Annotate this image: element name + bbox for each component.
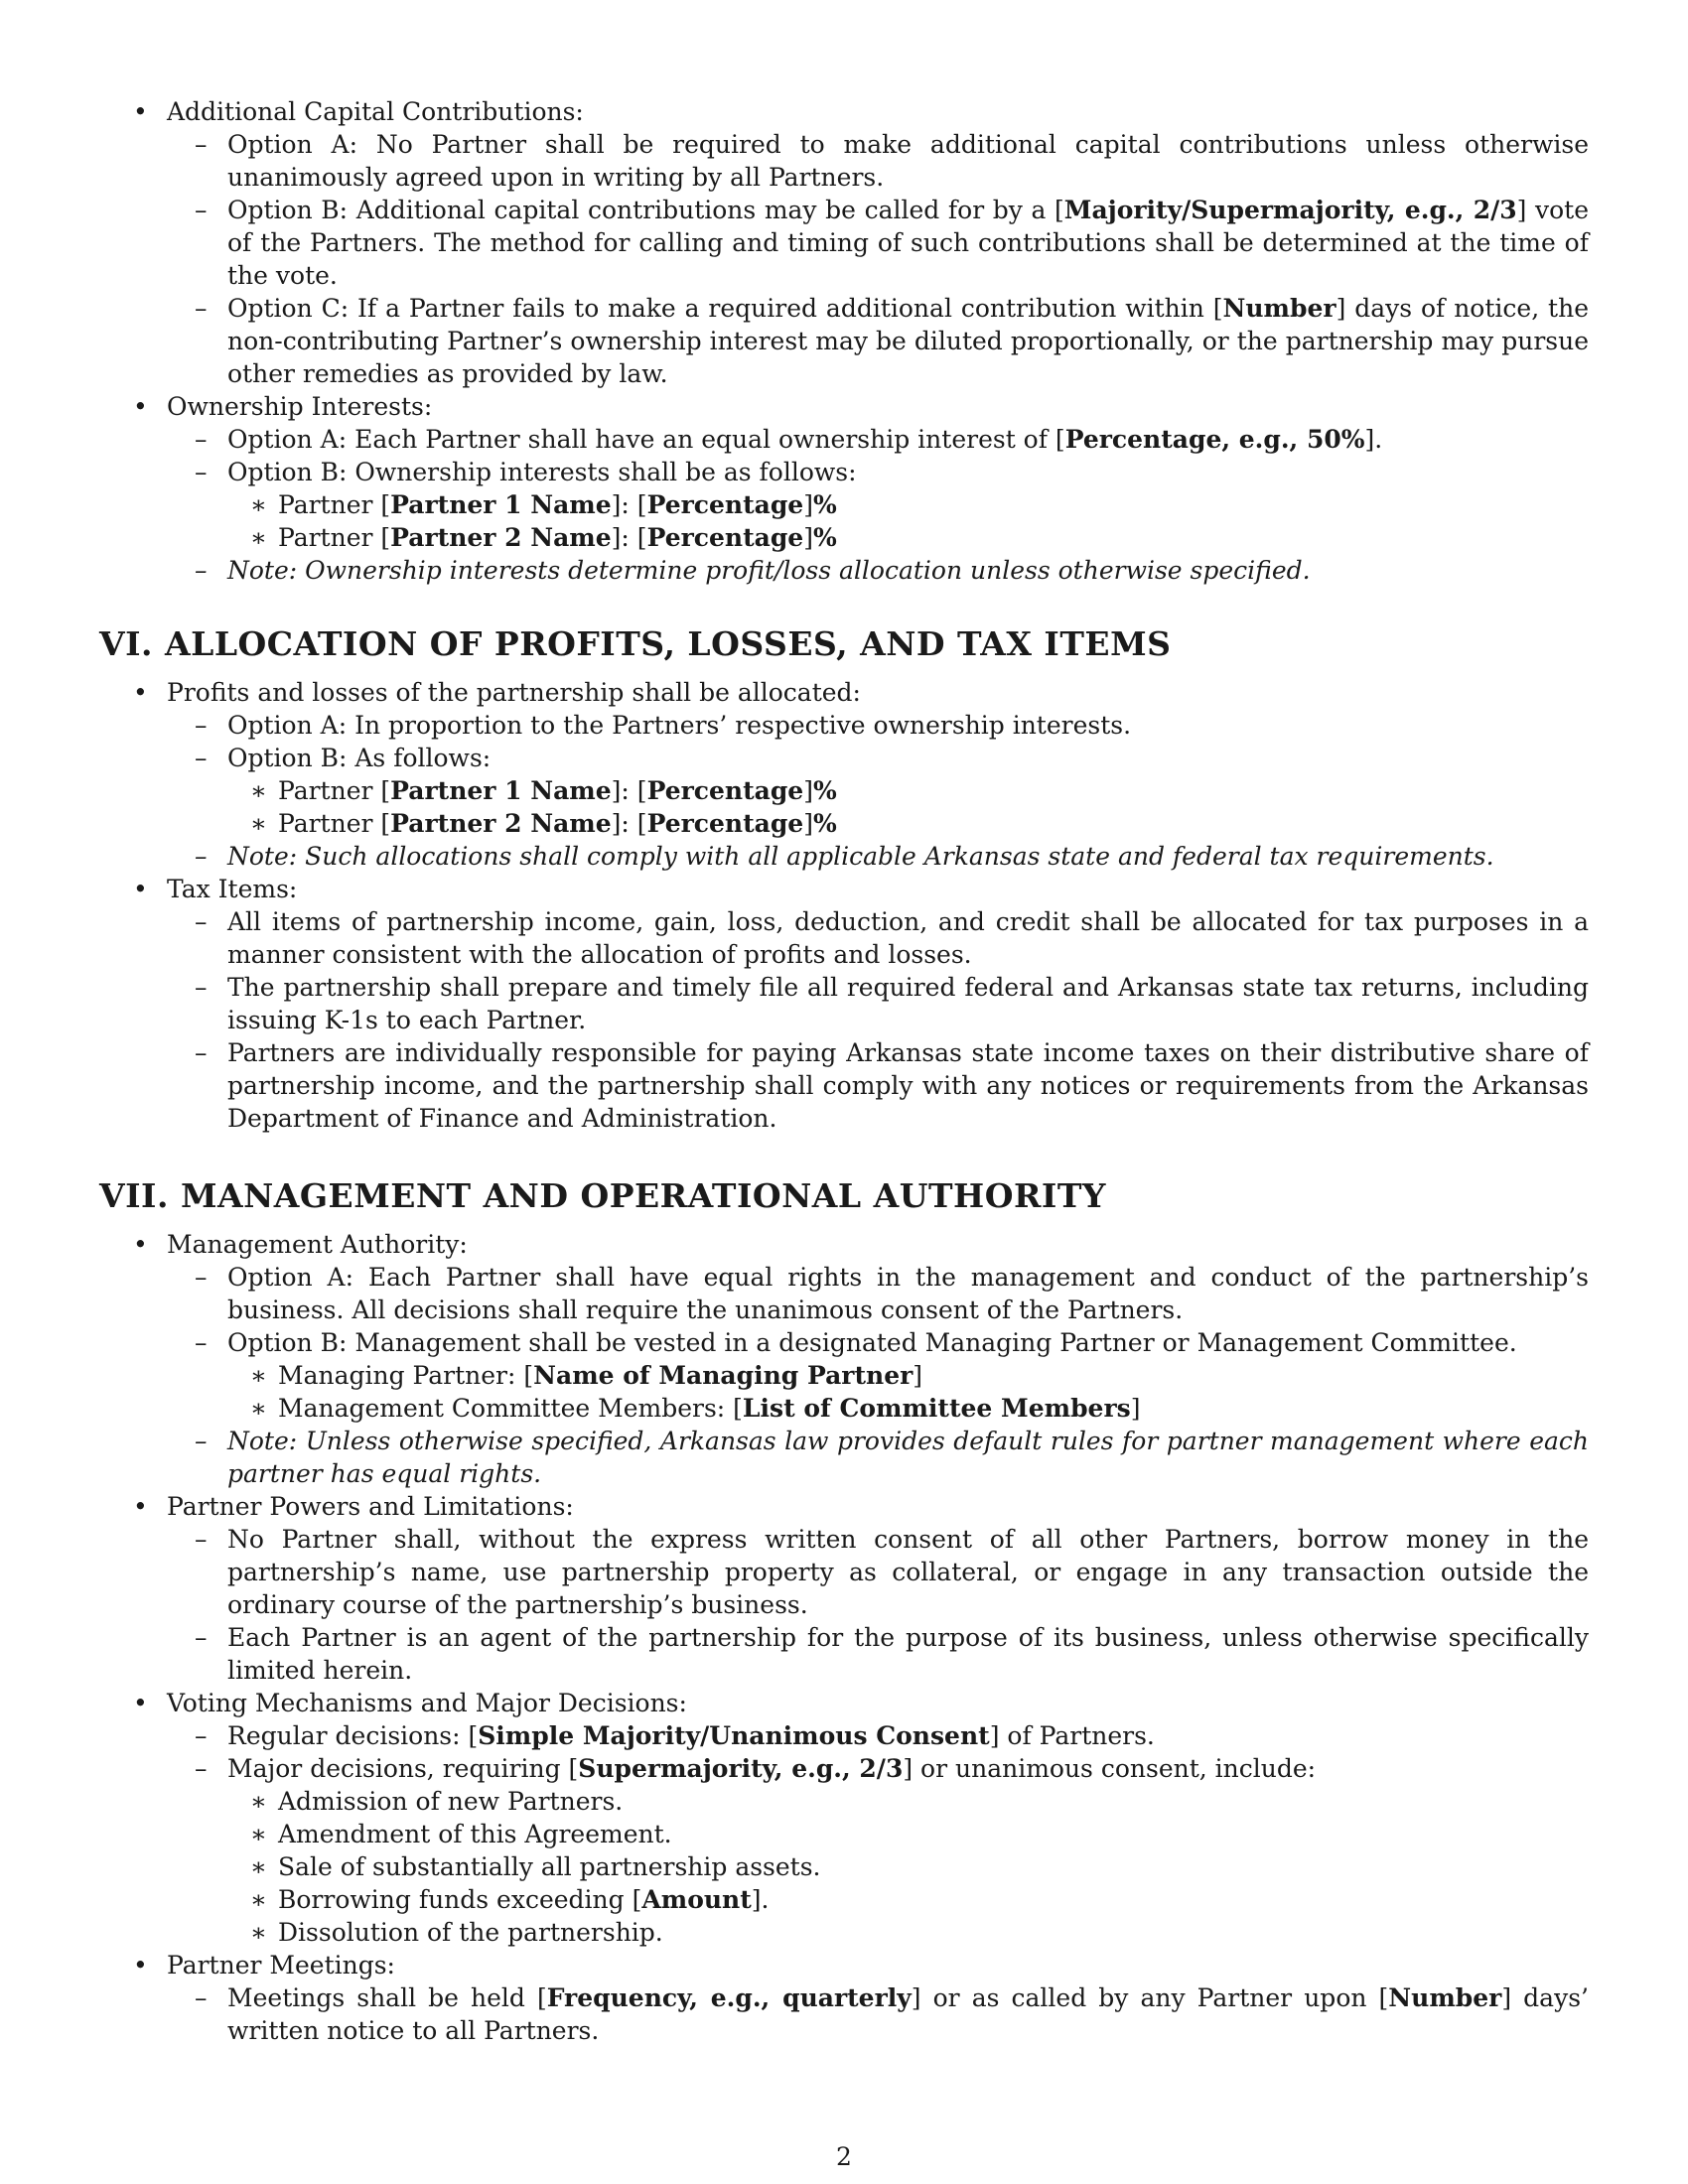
committee-members-field: ∗ Management Committee Members: [List of Committee Members]	[227, 1392, 1589, 1425]
mgmt-option-b: – Option B: Management shall be vested in a designated Managing Partner or Management Committee. ∗ Managing Partner: [Name of Managing Partner] ∗ Management Committee Members: [List of Committee Members]	[167, 1326, 1589, 1425]
document-page	[99, 95, 1589, 2047]
major-decision-item: ∗ Dissolution of the partnership.	[227, 1916, 1589, 1949]
placeholder-field: Percentage, e.g., 50%	[1064, 425, 1365, 454]
placeholder-field: Majority/Supermajority, e.g., 2/3	[1063, 196, 1517, 224]
capital-option-a: – Option A: No Partner shall be required to make additional capital contributions unless otherwise unanimously agreed upon in writing by all Partners.	[167, 128, 1589, 194]
list-item: • Profits and losses of the partnership shall be allocated: – Option A: In proportion to the Partners’ respective ownership interests. – Option B: As follows: ∗ Partner [Partner 1 Name]: [Percentage]% ∗ Partner [Partner 2 Name]: [Percentage]% – Note: Such allocations shall comply with all applicable Arkansas state and federal tax requirements.	[99, 676, 1589, 873]
major-decision-item: ∗ Admission of new Partners.	[227, 1785, 1589, 1818]
list-item: • Partner Meetings: – Meetings shall be held [Frequency, e.g., quarterly] or as called by any Partner upon [Number] days’ written notice to all Partners.	[99, 1949, 1589, 2047]
list-item	[99, 95, 1589, 390]
capital-option-b: – Option B: Additional capital contributions may be called for by a [Majority/Supermajority, e.g., 2/3] vote of the Partners. The method for calling and timing of such contributions shall be determined at the time of the vote.	[167, 194, 1589, 292]
tax-item-2: – The partnership shall prepare and timely file all required federal and Arkansas state tax returns, including issuing K-1s to each Partner.	[167, 971, 1589, 1036]
mgmt-option-a: – Option A: Each Partner shall have equal rights in the management and conduct of the partnership’s business. All decisions shall require the unanimous consent of the Partners.	[167, 1261, 1589, 1326]
capital-heading: Additional Capital Contributions:	[167, 97, 584, 126]
meetings-item: – Meetings shall be held [Frequency, e.g., quarterly] or as called by any Partner upon [Number] days’ written notice to all Partners.	[167, 1981, 1589, 2047]
capital-option-c: – Option C: If a Partner fails to make a required additional contribution within [Number] days of notice, the non-contributing Partner’s ownership interest may be diluted proportionally, or the partnership may pursue other remedies as provided by law.	[167, 292, 1589, 390]
section-vi-heading: VI. ALLOCATION OF PROFITS, LOSSES, AND TAX ITEMS	[99, 624, 1172, 663]
powers-item-2: – Each Partner is an agent of the partnership for the purpose of its business, unless otherwise specifically limited herein.	[167, 1621, 1589, 1687]
list-item	[99, 390, 1589, 587]
ownership-option-b: – Option B: Ownership interests shall be as follows: ∗ Partner [Partner 1 Name]: [Percentage]% ∗ Partner [Partner 2 Name]: [Percentage]%	[167, 456, 1589, 554]
list-item: • Management Authority: – Option A: Each Partner shall have equal rights in the management and conduct of the partnership’s business. All decisions shall require the unanimous consent of the Partners. – Option B: Management shall be vested in a designated Managing Partner or Management Committee. ∗ Managing Partner: [Name of Managing Partner] ∗ Management Committee Members: [List of Committee Members] – Note: Unless otherwise specified, Arkansas law provides default rules for partner management where each partner has equal rights.	[99, 1228, 1589, 1490]
profits-option-a: – Option A: In proportion to the Partners’ respective ownership interests.	[167, 709, 1589, 742]
ownership-heading: Ownership Interests:	[167, 392, 433, 421]
page-number: 2	[836, 2142, 852, 2171]
tax-item-1: – All items of partnership income, gain, loss, deduction, and credit shall be allocated for tax purposes in a manner consistent with the allocation of profits and losses.	[167, 905, 1589, 971]
list-item: • Partner Powers and Limitations: – No Partner shall, without the express written consent of all other Partners, borrow money in the partnership’s name, use partnership property as collateral, or engage in any transaction outside the ordinary course of the partnership’s business. – Each Partner is an agent of the partnership for the purpose of its business, unless otherwise specifically limited herein.	[99, 1490, 1589, 1687]
major-decision-item: ∗ Amendment of this Agreement.	[227, 1818, 1589, 1850]
tax-items-heading: Tax Items:	[167, 875, 298, 903]
managing-partner-field: ∗ Managing Partner: [Name of Managing Partner]	[227, 1359, 1589, 1392]
major-decision-item: ∗ Borrowing funds exceeding [Amount].	[227, 1883, 1589, 1916]
tax-item-3: – Partners are individually responsible for paying Arkansas state income taxes on their distributive share of partnership income, and the partnership shall comply with any notices or requirements from the Arkansas Department of Finance and Administration.	[167, 1036, 1589, 1135]
section-vii-heading: VII. MANAGEMENT AND OPERATIONAL AUTHORITY	[99, 1176, 1106, 1215]
regular-decisions: – Regular decisions: [Simple Majority/Unanimous Consent] of Partners.	[167, 1719, 1589, 1752]
section-vii-list	[99, 1228, 1589, 2047]
powers-item-1: – No Partner shall, without the express written consent of all other Partners, borrow money in the partnership’s name, use partnership property as collateral, or engage in any transaction outside the ordinary course of the partnership’s business.	[167, 1523, 1589, 1621]
allocation-partner-2: ∗ Partner [Partner 2 Name]: [Percentage]%	[227, 807, 1589, 840]
list-item: • Voting Mechanisms and Major Decisions: – Regular decisions: [Simple Majority/Unanimous Consent] of Partners. – Major decisions, requiring [Supermajority, e.g., 2/3] or unanimous consent, include: ∗ Admission of new Partners. ∗ Amendment of this Agreement. ∗ Sale of substantially all partnership assets. ∗ Borrowing funds exceeding [Amount]. ∗ Dissolution of the partnership.	[99, 1687, 1589, 1949]
major-decisions: – Major decisions, requiring [Supermajority, e.g., 2/3] or unanimous consent, include: ∗ Admission of new Partners. ∗ Amendment of this Agreement. ∗ Sale of substantially all partnership assets. ∗ Borrowing funds exceeding [Amount]. ∗ Dissolution of the partnership.	[167, 1752, 1589, 1949]
ownership-partner-1: ∗ Partner [Partner 1 Name]: [Percentage]%	[227, 488, 1589, 521]
ownership-option-a: – Option A: Each Partner shall have an equal ownership interest of [Percentage, e.g., 50%].	[167, 423, 1589, 456]
placeholder-field: Number	[1222, 294, 1336, 323]
ownership-partner-2: ∗ Partner [Partner 2 Name]: [Percentage]%	[227, 521, 1589, 554]
list-item	[99, 873, 1589, 1135]
allocation-partner-1: ∗ Partner [Partner 1 Name]: [Percentage]%	[227, 774, 1589, 807]
capital-ownership-list	[99, 95, 1589, 587]
profits-option-b: – Option B: As follows: ∗ Partner [Partner 1 Name]: [Percentage]% ∗ Partner [Partner 2 Name]: [Percentage]%	[167, 742, 1589, 840]
allocation-note: – Note: Such allocations shall comply with all applicable Arkansas state and federal tax requirements.	[167, 840, 1589, 873]
ownership-note: – Note: Ownership interests determine profit/loss allocation unless otherwise specified.	[167, 554, 1589, 587]
section-vi-list	[99, 676, 1589, 1135]
major-decision-item: ∗ Sale of substantially all partnership assets.	[227, 1850, 1589, 1883]
mgmt-note: – Note: Unless otherwise specified, Arkansas law provides default rules for partner management where each partner has equal rights.	[167, 1425, 1589, 1490]
